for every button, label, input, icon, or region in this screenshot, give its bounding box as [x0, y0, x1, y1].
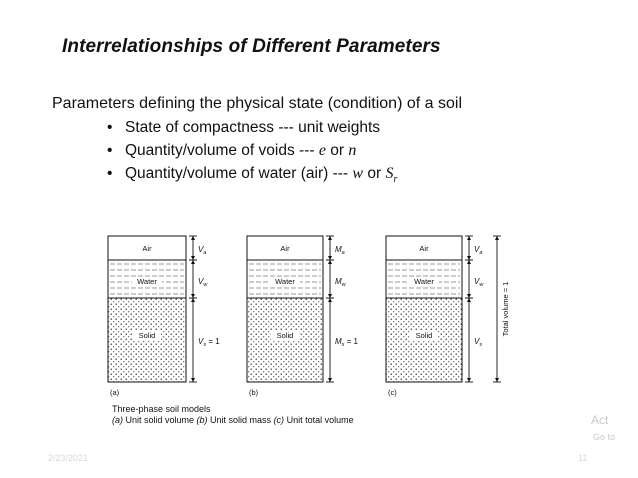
- water-label: Water: [275, 277, 295, 286]
- air-annotation: $V_a$: [198, 245, 207, 256]
- arrow-head-down: [467, 378, 471, 382]
- variable-w: w: [352, 165, 364, 182]
- activation-watermark-line1: Act: [591, 413, 609, 427]
- solid-label: Solid: [138, 331, 156, 340]
- water-annotation: $M_w$: [335, 277, 346, 288]
- water-annotation: $V_w$: [474, 277, 484, 288]
- air-dimension: [189, 236, 197, 260]
- total-volume-label: Total volume = 1: [501, 281, 510, 337]
- footer-date: 2/23/2021: [48, 453, 89, 463]
- solid-dimension: [189, 298, 197, 382]
- solid-dimension: [326, 298, 334, 382]
- arrow-head-down: [328, 294, 332, 298]
- caption-b-text: Unit solid mass: [207, 415, 274, 425]
- arrow-head-up: [191, 260, 195, 264]
- air-label: Air: [280, 244, 290, 253]
- arrow-head-down: [191, 256, 195, 260]
- arrow-head-down: [467, 294, 471, 298]
- bullet-item: [107, 142, 397, 165]
- activation-watermark-line2: Go to: [593, 432, 616, 442]
- solid-annotation: $V_s = 1$: [198, 337, 220, 348]
- bullet-item: [107, 165, 397, 188]
- solid-annotation: $M_s = 1$: [335, 337, 358, 348]
- arrow-head-up: [191, 236, 195, 240]
- arrow-head-up: [467, 298, 471, 302]
- water-dimension: [326, 260, 334, 298]
- bullet-text: Quantity/volume of water (air) ---: [125, 165, 353, 182]
- arrow-head-up: [328, 236, 332, 240]
- footer-page-number: 11: [578, 453, 588, 463]
- arrow-head-down: [328, 256, 332, 260]
- caption-b: (b): [196, 415, 208, 425]
- bullet-text: State of compactness --- unit weights: [125, 119, 381, 136]
- arrow-head-down: [328, 378, 332, 382]
- air-dimension: [326, 236, 334, 260]
- slide-title: Interrelationships of Different Parameters: [62, 36, 441, 57]
- three-phase-soil-models-figure: [100, 228, 520, 428]
- soil-model-3: [386, 236, 510, 397]
- arrow-head-up: [467, 236, 471, 240]
- total-volume-dimension: [493, 236, 501, 382]
- air-dimension: [465, 236, 473, 260]
- water-dimension: [189, 260, 197, 298]
- bullet-text-or: or: [363, 165, 386, 182]
- air-annotation: $V_a$: [474, 245, 483, 256]
- caption-a-text: Unit solid volume: [123, 415, 197, 425]
- arrow-head-down: [467, 256, 471, 260]
- subfigure-label: (a): [110, 388, 120, 397]
- bullet-text-or: or: [325, 142, 349, 159]
- arrow-head-up: [495, 236, 499, 240]
- caption-c: (c): [273, 415, 285, 425]
- caption-line-2: [112, 415, 354, 426]
- bullet-dot: •: [107, 142, 113, 159]
- air-annotation: $M_a$: [335, 245, 345, 256]
- arrow-head-up: [328, 298, 332, 302]
- water-annotation: $V_w$: [198, 277, 208, 288]
- soil-model-1: [108, 236, 186, 397]
- air-label: Air: [142, 244, 152, 253]
- subfigure-label: (c): [388, 388, 397, 397]
- bullet-item: [107, 119, 397, 142]
- arrow-head-up: [191, 298, 195, 302]
- variable-n: n: [348, 142, 357, 159]
- water-label: Water: [137, 277, 157, 286]
- caption-a: (a): [112, 415, 123, 425]
- soil-model-2: [247, 236, 323, 397]
- figure-caption: [112, 404, 354, 426]
- caption-c-text: Unit total volume: [284, 415, 354, 425]
- solid-dimension: [465, 298, 473, 382]
- bullet-text: Quantity/volume of voids ---: [125, 142, 319, 159]
- subfigure-label: (b): [249, 388, 259, 397]
- variable-e: e: [318, 142, 326, 159]
- bullet-dot: •: [107, 165, 113, 182]
- arrow-head-up: [467, 260, 471, 264]
- caption-line-1: Three-phase soil models: [112, 404, 211, 414]
- variable-subscript-r: r: [393, 174, 398, 186]
- bullet-list: [107, 119, 397, 188]
- variable-S: S: [385, 165, 394, 182]
- water-label: Water: [414, 277, 434, 286]
- solid-annotation: $V_s$: [474, 337, 483, 348]
- air-label: Air: [419, 244, 429, 253]
- arrow-head-down: [191, 294, 195, 298]
- arrow-head-down: [191, 378, 195, 382]
- water-dimension: [465, 260, 473, 298]
- slide-subtitle: Parameters defining the physical state (condition) of a soil: [52, 95, 462, 112]
- solid-label: Solid: [276, 331, 294, 340]
- solid-label: Solid: [415, 331, 433, 340]
- arrow-head-down: [495, 378, 499, 382]
- arrow-head-up: [328, 260, 332, 264]
- bullet-dot: •: [107, 119, 113, 136]
